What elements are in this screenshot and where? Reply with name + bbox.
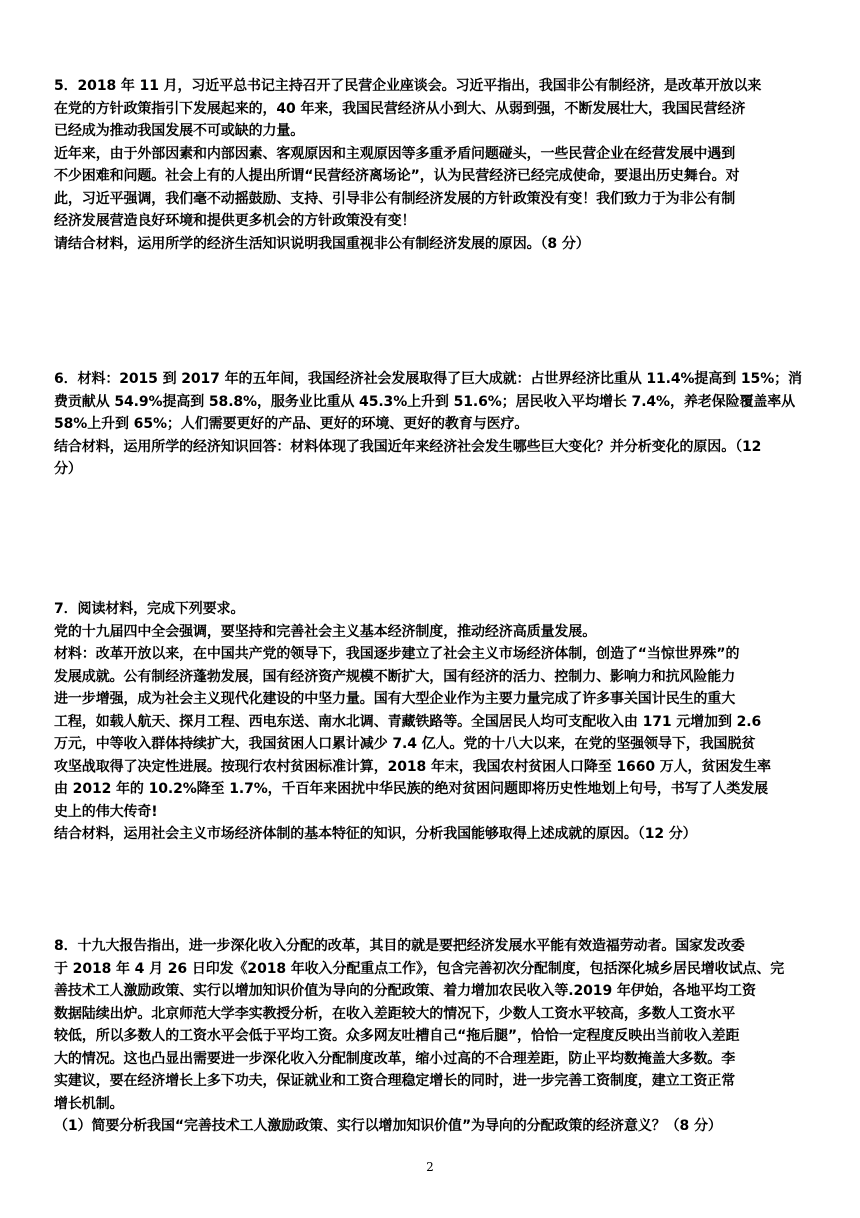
q6-line: 分） <box>54 461 82 477</box>
question-7 <box>54 598 810 846</box>
q5-line: 近年来，由于外部因素和内部因素、客观原因和主观原因等多重矛盾问题碰头，一些民营企业在经营发展中遇到 <box>54 145 736 162</box>
q7-line: 进一步增强，成为社会主义现代化建设的中坚力量。国有大型企业作为主要力量完成了许多事关国计民生的重大 <box>54 691 736 707</box>
q7-line: 结合材料，运用社会主义市场经济体制的基本特征的知识，分析我国能够取得上述成就的原因。（12 分） <box>54 826 697 842</box>
q8-line: 8．十九大报告指出，进一步深化收入分配的改革，其目的就是要把经济发展水平能有效造福劳动者。国家发改委 <box>54 938 745 954</box>
q7-line: 7．阅读材料，完成下列要求。 <box>54 601 245 617</box>
question-6 <box>54 368 810 481</box>
q8-line: 大的情况。这也凸显出需要进一步深化收入分配制度改革，缩小过高的不合理差距，防止平均数掩盖大多数。李 <box>54 1050 736 1067</box>
q5-line: 在党的方针政策指引下发展起来的，40 年来，我国民营经济从小到大、从弱到强，不断发展壮大，我国民营经济 <box>54 100 746 117</box>
q6-line: 6．材料：2015 到 2017 年的五年间，我国经济社会发展取得了巨大成就：占世界经济比重从 11.4%提高到 15%；消 <box>54 371 802 387</box>
page-number: 2 <box>426 1160 434 1174</box>
q8-line: 善技术工人激励政策、实行以增加知识价值为导向的分配政策、着力增加农民收入等.2019 年伊始，各地平均工资 <box>54 983 756 999</box>
question-5 <box>54 75 810 255</box>
q5-line: 已经成为推动我国发展不可或缺的力量。 <box>54 123 305 139</box>
q8-line: （1）简要分析我国“完善技术工人激励政策、实行以增加知识价值”为导向的分配政策的经济意义？（8 分） <box>54 1118 722 1134</box>
q8-line: 数据陆续出炉。北京师范大学李实教授分析，在收入差距较大的情况下，少数人工资水平较高，多数人工资水平 <box>54 1005 736 1022</box>
q6-line: 费贡献从 54.9%提高到 58.8%，服务业比重从 45.3%上升到 51.6%；居民收入平均增长 7.4%，养老保险覆盖率从 <box>54 393 796 410</box>
q7-line: 万元，中等收入群体持续扩大，我国贫困人口累计减少 7.4 亿人。党的十八大以来，在党的坚强领导下，我国脱贫 <box>54 736 756 752</box>
q8-line: 实建议，要在经济增长上多下功夫，保证就业和工资合理稳定增长的同时，进一步完善工资制度，建立工资正常 <box>54 1073 736 1089</box>
question-8 <box>54 935 810 1138</box>
q7-line: 党的十九届四中全会强调，要坚持和完善社会主义基本经济制度，推动经济高质量发展。 <box>54 623 597 640</box>
q7-line: 史上的伟大传奇! <box>54 803 158 820</box>
q5-line: 此，习近平强调，我们毫不动摇鼓励、支持、引导非公有制经济发展的方针政策没有变！我们致力于为非公有制 <box>54 190 736 207</box>
q6-line: 结合材料，运用所学的经济知识回答：材料体现了我国近年来经济社会发生哪些巨大变化？并分析变化的原因。（12 <box>54 438 762 455</box>
q5-line: 5．2018 年 11 月，习近平总书记主持召开了民营企业座谈会。习近平指出，我国非公有制经济，是改革开放以来 <box>54 78 762 94</box>
q7-line: 发展成就。公有制经济蓬勃发展，国有经济资产规模不断扩大，国有经济的活力、控制力、影响力和抗风险能力 <box>54 668 736 685</box>
q7-line: 攻坚战取得了决定性进展。按现行农村贫困标准计算，2018 年末，我国农村贫困人口降至 1660 万人，贫困发生率 <box>54 758 771 775</box>
q5-line: 不少困难和问题。社会上有的人提出所谓“民营经济离场论”，认为民营经济已经完成使命，要退出历史舞台。对 <box>54 168 740 184</box>
q7-line: 由 2012 年的 10.2%降至 1.7%，千百年来困扰中华民族的绝对贫困问题即将历史性地划上句号，书写了人类发展 <box>54 781 769 797</box>
q8-line: 于 2018 年 4 月 26 日印发《2018 年收入分配重点工作》，包含完善初次分配制度，包括深化城乡居民增收试点、完 <box>54 960 785 977</box>
q6-line: 58%上升到 65%；人们需要更好的产品、更好的环境、更好的教育与医疗。 <box>54 416 529 432</box>
q8-line: 增长机制。 <box>54 1095 124 1112</box>
q5-line: 请结合材料，运用所学的经济生活知识说明我国重视非公有制经济发展的原因。（8 分） <box>54 235 590 252</box>
q5-line: 经济发展营造良好环境和提供更多机会的方针政策没有变！ <box>54 213 416 229</box>
q7-line: 材料：改革开放以来，在中国共产党的领导下，我国逐步建立了社会主义市场经济体制，创造了“当惊世界殊”的 <box>54 646 740 662</box>
q7-line: 工程，如载人航天、探月工程、西电东送、南水北调、青藏铁路等。全国居民人均可支配收入由 171 元增加到 2.6 <box>54 713 762 730</box>
q8-line: 较低，所以多数人的工资水平会低于平均工资。众多网友吐槽自己“拖后腿”，恰恰一定程度反映出当前收入差距 <box>54 1028 740 1044</box>
